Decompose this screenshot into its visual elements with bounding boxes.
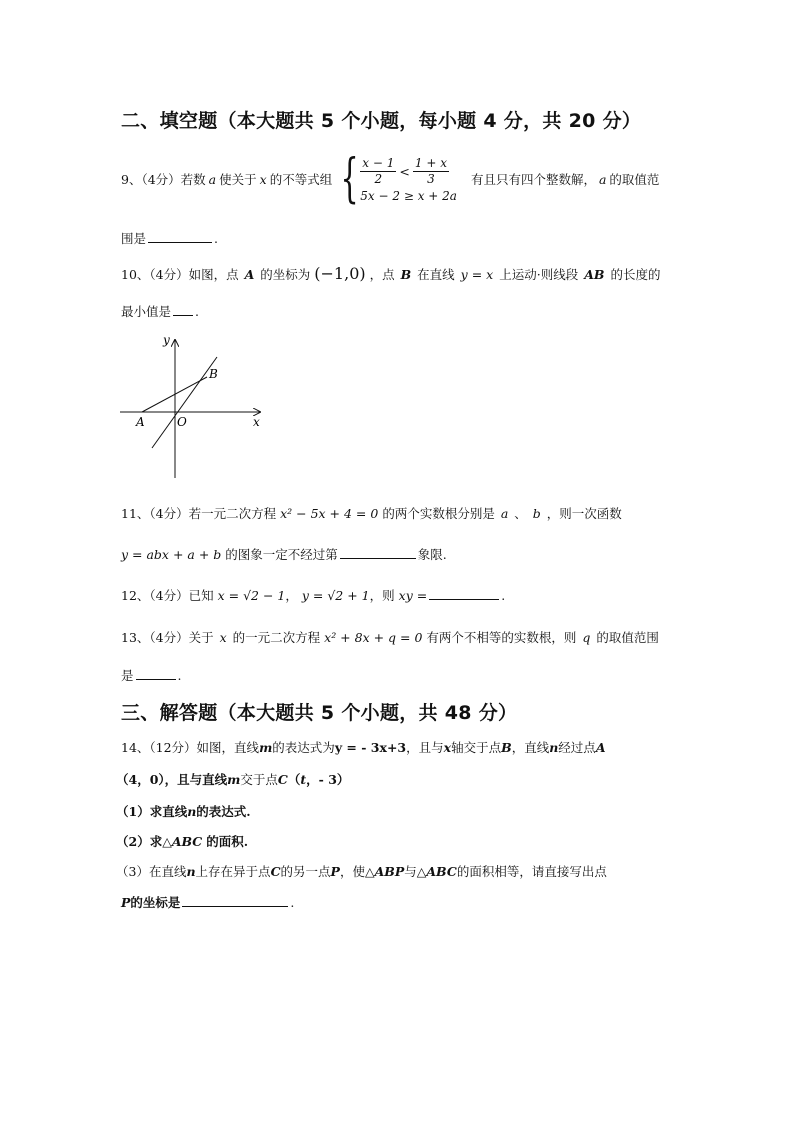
q11-mid2: ，则一次函数 [546, 506, 622, 521]
q9-var-a: a [208, 171, 217, 187]
question-14-line2 [116, 770, 349, 788]
left-brace-icon: { [340, 149, 359, 209]
q12-xy: xy = [398, 588, 428, 603]
q14-part1-b: 的表达式. [196, 804, 251, 819]
q10-figure [115, 330, 275, 482]
q12-sep: ， [285, 588, 298, 603]
q14-part2-b: 的面积. [206, 834, 249, 849]
q14-part3-p: P [330, 864, 340, 879]
q11-var-a: a [500, 506, 509, 521]
q10-prefix: 10、（4分）如图，点 [121, 267, 239, 282]
q12-y-eq: y = √2 + 1 [301, 588, 370, 603]
q14-line1d: 轴交于点 [451, 740, 502, 755]
q14-part1-n: n [187, 804, 197, 819]
q12-end: . [501, 588, 506, 603]
q9-mid1: 使关于 [219, 172, 257, 187]
q10-answer-blank[interactable] [173, 303, 193, 316]
question-9-line2 [121, 229, 218, 247]
label-o: O [177, 415, 187, 429]
q14-part3-b: 上存在异于点 [195, 864, 271, 879]
q11-end: 象限. [417, 547, 447, 562]
question-14-line1 [121, 738, 606, 756]
q9-inequality-2: 5x − 2 ≥ x + 2a [360, 188, 457, 203]
q14-part3-c: C [270, 864, 281, 879]
q9-suffix-var: a [598, 171, 607, 187]
section2-title: 二、填空题（本大题共 5 个小题，每小题 4 分，共 20 分） [121, 110, 642, 132]
q14-part3-p2: P [121, 895, 131, 910]
q14-line2d: ，- 3） [306, 772, 350, 787]
q14-part2-triangle: ABC [171, 834, 203, 849]
q9-frac2-den: 3 [427, 171, 435, 186]
q14-line1b: 的表达式为 [272, 740, 335, 755]
q9-inequality-system [333, 149, 457, 209]
q9-frac2-num: 1 + x [414, 155, 447, 170]
q13-mid3: 的取值范围 [596, 630, 659, 645]
question-12 [121, 586, 505, 604]
q13-equation: x² + 8x + q = 0 [324, 630, 423, 645]
q9-frac1-den: 2 [374, 171, 383, 186]
q10-mid3: 在直线 [417, 267, 455, 282]
q13-mid1: 的一元二次方程 [232, 630, 321, 645]
q14-line2b: 交于点 [240, 772, 278, 787]
q14-point-b: B [501, 740, 512, 755]
question-11-line1 [121, 504, 622, 522]
q9-mid2: 的不等式组 [269, 172, 333, 187]
q10-mid2: ，点 [369, 267, 395, 282]
label-x: x [253, 415, 260, 429]
q10-point-a: A [244, 267, 255, 282]
question-14-part2 [116, 832, 248, 850]
q10-mid6: 的长度的 [610, 267, 661, 282]
q11-mid1: 的两个实数根分别是 [382, 506, 495, 521]
q14-part3-abc: ABC [426, 864, 457, 879]
q14-line1a: 14、（12分）如图，直线 [121, 740, 260, 755]
q11-mid3: 的图象一定不经过第 [225, 547, 338, 562]
q10-point-b: B [400, 267, 412, 282]
q13-line2: 是 [121, 668, 134, 683]
q14-part3-a: （3）在直线 [116, 864, 187, 879]
question-13-line1 [121, 628, 659, 646]
q13-end: . [177, 668, 182, 683]
q13-answer-blank[interactable] [136, 667, 176, 680]
q10-coord: (−1,0) [314, 264, 366, 283]
q14-part3-abp: ABP [374, 864, 405, 879]
q11-var-b: b [532, 506, 541, 521]
q14-expression: y = - 3x+3 [334, 740, 407, 755]
q9-prefix: 9、（4分）若数 [121, 172, 206, 187]
q10-line2: 最小值是 [121, 304, 172, 319]
q10-end: . [195, 304, 199, 319]
q14-line1c: ，且与 [406, 740, 444, 755]
q13-var-x: x [219, 630, 227, 645]
q12-mid: ，则 [369, 588, 395, 603]
question-10-line1 [121, 264, 660, 283]
question-9-line1 [121, 147, 659, 211]
q9-suffix: 有且只有四个整数解， [470, 172, 596, 187]
q14-part3-f: 的面积相等，请直接写出点 [456, 864, 607, 879]
q9-frac1-num: x − 1 [362, 155, 395, 170]
q9-suffix2: 的取值范 [609, 172, 660, 187]
question-14-part3-line1 [116, 862, 607, 880]
q13-mid2: 有两个不相等的实数根，则 [426, 630, 577, 645]
q12-prefix: 12、（4分）已知 [121, 588, 214, 603]
q12-answer-blank[interactable] [429, 587, 499, 600]
q14-point-a: A [595, 740, 606, 755]
question-10-line2 [121, 302, 199, 320]
q14-line2a: （4，0），且与直线 [116, 772, 228, 787]
q10-segment: AB [584, 267, 605, 282]
question-14-part3-line2 [121, 893, 294, 911]
q12-x-eq: x = √2 − 1 [217, 588, 286, 603]
label-y: y [163, 333, 170, 347]
q14-part3-d: ，使△ [339, 864, 375, 879]
q14-line1f: 经过点 [558, 740, 596, 755]
q11-sep: 、 [514, 506, 527, 521]
q10-mid1: 的坐标为 [260, 267, 311, 282]
q9-var-x: x [259, 171, 267, 187]
q11-answer-blank[interactable] [340, 546, 416, 559]
q14-part3-n: n [186, 864, 196, 879]
question-13-line2 [121, 666, 182, 684]
q9-answer-blank[interactable] [148, 230, 212, 243]
q14-line1e: ，直线 [511, 740, 550, 755]
label-b: B [209, 367, 218, 381]
q14-end: . [290, 895, 295, 910]
q14-line-m2: m [227, 772, 241, 787]
q14-var-t: t [300, 772, 307, 787]
q14-part2-a: （2）求△ [116, 834, 172, 849]
q14-line2c: （ [287, 772, 301, 787]
q14-part3-c-text: 的另一点 [280, 864, 331, 879]
section3-title: 三、解答题（本大题共 5 个小题，共 48 分） [121, 702, 518, 724]
q9-less-than: < [399, 163, 410, 179]
q11-function: y = abx + a + b [121, 547, 222, 562]
q14-part1-a: （1）求直线 [116, 804, 188, 819]
q13-prefix: 13、（4分）关于 [121, 630, 214, 645]
q13-var-q: q [582, 630, 591, 645]
q14-line-n: n [549, 740, 559, 755]
q14-x-axis: x [443, 740, 452, 755]
q14-point-c: C [277, 772, 288, 787]
q14-part3-e: 与△ [404, 864, 427, 879]
question-14-part1 [116, 802, 251, 820]
question-11-line2 [121, 545, 447, 563]
line-y-equals-x [152, 357, 217, 448]
q11-equation: x² − 5x + 4 = 0 [280, 506, 379, 521]
q9-line2: 围是 [121, 231, 147, 246]
q11-prefix: 11、（4分）若一元二次方程 [121, 506, 277, 521]
q9-inequality-1 [360, 156, 457, 187]
q9-end: . [214, 231, 218, 246]
q14-answer-blank[interactable] [182, 894, 288, 907]
q10-mid4: 上运动 [499, 267, 537, 282]
label-a: A [136, 415, 145, 429]
q14-line-m: m [259, 740, 273, 755]
q10-mid5: ·则线段 [536, 267, 579, 282]
q14-part3-line2: 的坐标是 [130, 895, 181, 910]
q10-line-eq: y = x [460, 267, 494, 282]
